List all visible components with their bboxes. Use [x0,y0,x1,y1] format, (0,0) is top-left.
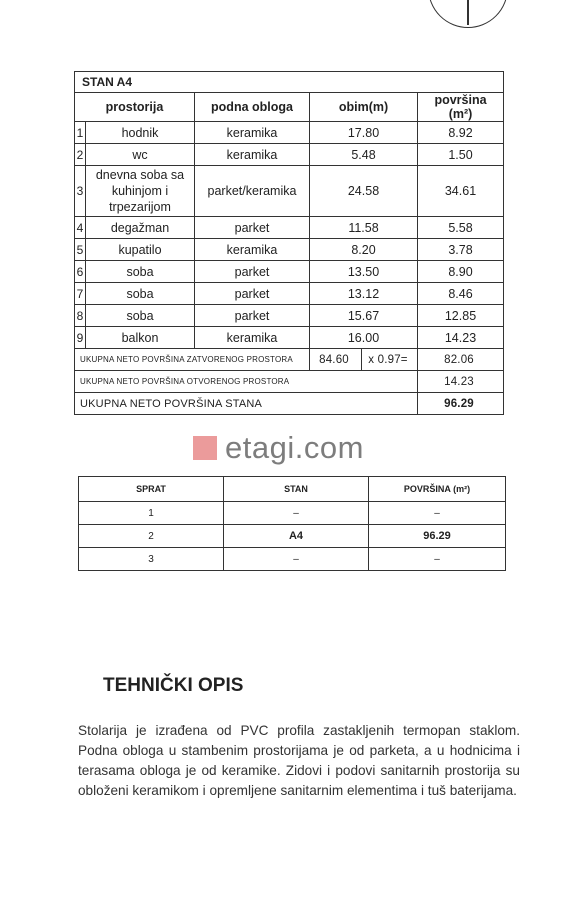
table-row [75,122,504,144]
etagi-watermark [193,430,364,466]
room-area: 3.78 [418,239,504,261]
apartment-area: – [369,502,506,525]
apartment-code: A4 [224,525,369,548]
watermark-text: etagi.com [225,430,364,465]
table-row [75,166,504,217]
apartment-code: – [224,548,369,571]
header-perimeter: obim(m) [310,93,418,122]
total-area-label: UKUPNA NETO POVRŠINA STANA [75,393,418,415]
total-area-value: 96.29 [418,393,504,415]
row-number: 8 [75,305,86,327]
etagi-logo-icon [193,436,217,460]
floor-covering: parket/keramika [195,166,310,217]
apartment-area-table [74,71,504,415]
apartment-title: STAN A4 [75,72,504,93]
room-area: 5.58 [418,217,504,239]
room-area: 8.46 [418,283,504,305]
floor-covering: parket [195,283,310,305]
room-name: soba [86,283,195,305]
table-row [75,144,504,166]
header-room: prostorija [75,93,195,122]
room-area: 8.92 [418,122,504,144]
apartment-area: 96.29 [369,525,506,548]
closed-area-sum: 84.60 [310,349,362,371]
room-perimeter: 13.12 [310,283,418,305]
table-row [79,548,506,571]
floor-covering: parket [195,305,310,327]
header-area: POVRŠINA (m²) [369,477,506,502]
floor-level: 1 [79,502,224,525]
closed-area-label: UKUPNA NETO POVRŠINA ZATVORENOG PROSTORA [75,349,310,371]
room-name: kupatilo [86,239,195,261]
floor-level: 2 [79,525,224,548]
table-row [75,305,504,327]
open-area-value: 14.23 [418,371,504,393]
floor-covering: keramika [195,327,310,349]
room-perimeter: 15.67 [310,305,418,327]
room-perimeter: 13.50 [310,261,418,283]
room-area: 14.23 [418,327,504,349]
row-number: 1 [75,122,86,144]
open-area-label: UKUPNA NETO POVRŠINA OTVORENOG PROSTORA [75,371,418,393]
floor-covering: keramika [195,239,310,261]
row-number: 9 [75,327,86,349]
room-perimeter: 24.58 [310,166,418,217]
floor-level: 3 [79,548,224,571]
technical-description-heading: TEHNIČKI OPIS [103,675,244,696]
table-row [75,239,504,261]
row-number: 6 [75,261,86,283]
room-name: hodnik [86,122,195,144]
apartment-area: – [369,548,506,571]
table-row [75,283,504,305]
floor-covering: keramika [195,122,310,144]
room-name: wc [86,144,195,166]
header-apartment: STAN [224,477,369,502]
row-number: 3 [75,166,86,217]
table-row [79,525,506,548]
room-name: soba [86,305,195,327]
table-row [75,217,504,239]
closed-area-value: 82.06 [418,349,504,371]
closed-area-factor: x 0.97= [362,349,418,371]
floor-covering: keramika [195,144,310,166]
floor-table [78,476,506,571]
room-perimeter: 8.20 [310,239,418,261]
header-floor-level: SPRAT [79,477,224,502]
room-perimeter: 16.00 [310,327,418,349]
room-perimeter: 11.58 [310,217,418,239]
table-row [75,327,504,349]
total-area-row [75,393,504,415]
closed-area-row [75,349,504,371]
room-name: degažman [86,217,195,239]
room-area: 34.61 [418,166,504,217]
floor-covering: parket [195,261,310,283]
room-perimeter: 5.48 [310,144,418,166]
open-area-row [75,371,504,393]
table-row [79,502,506,525]
table-row [75,261,504,283]
header-area: površina (m²) [418,93,504,122]
row-number: 7 [75,283,86,305]
technical-description-text: Stolarija je izrađena od PVC profila zastakljenih termopan staklom. Podna obloga u stambenim prostorijama je od parketa, a u hodnicima i terasama obloga je od keramike. Zidovi i podovi sanitarnih prostorija su obloženi keramikom i opremljene sanitarnim elementima i tuš baterijama. [78,723,520,798]
apartment-code: – [224,502,369,525]
north-arrow-icon [428,0,508,28]
header-floor: podna obloga [195,93,310,122]
row-number: 4 [75,217,86,239]
room-area: 8.90 [418,261,504,283]
room-perimeter: 17.80 [310,122,418,144]
room-area: 12.85 [418,305,504,327]
row-number: 2 [75,144,86,166]
floor-covering: parket [195,217,310,239]
row-number: 5 [75,239,86,261]
room-name: dnevna soba sa kuhinjom i trpezarijom [86,166,195,217]
room-name: balkon [86,327,195,349]
room-area: 1.50 [418,144,504,166]
room-name: soba [86,261,195,283]
